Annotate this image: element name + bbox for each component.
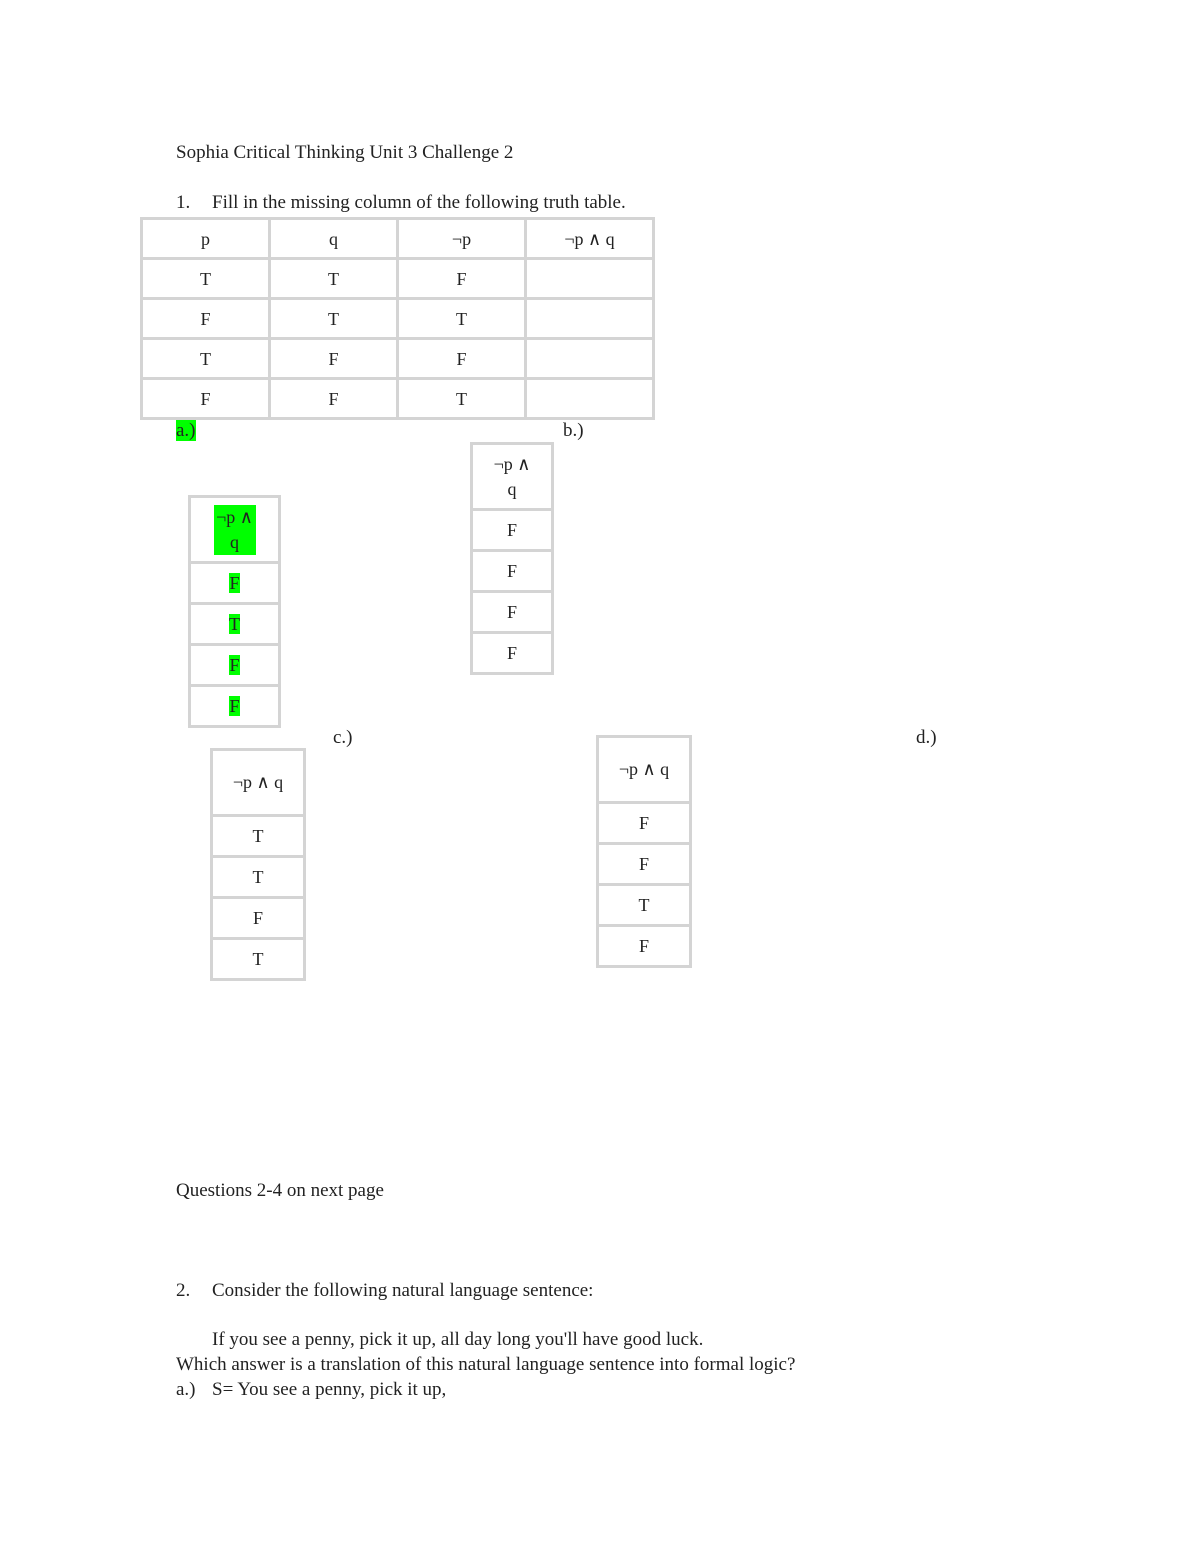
option-a-cell [190, 604, 280, 645]
table-cell: F [142, 299, 270, 339]
option-a-value: F [229, 573, 240, 593]
header-cell: ¬p [398, 219, 526, 259]
table-cell: T [142, 259, 270, 299]
option-d-cell: F [598, 844, 691, 885]
table-row [142, 259, 654, 299]
option-d-cell: F [598, 803, 691, 844]
option-c-label[interactable]: c.) [333, 727, 353, 748]
page-title: Sophia Critical Thinking Unit 3 Challenge 2 [176, 142, 514, 163]
q2-number: 2. [176, 1280, 191, 1301]
option-a-cell [190, 686, 280, 727]
option-a-label[interactable] [176, 420, 196, 442]
table-cell: T [270, 259, 398, 299]
option-b-label[interactable]: b.) [563, 420, 584, 441]
option-c-cell: T [212, 857, 305, 898]
table-cell: T [142, 339, 270, 379]
table-cell-empty [526, 299, 654, 339]
option-a-value: T [229, 614, 240, 634]
option-a-value: F [229, 696, 240, 716]
q1-number: 1. [176, 192, 191, 213]
option-d-cell: F [598, 926, 691, 967]
option-a-header [190, 497, 280, 563]
table-header-row [142, 219, 654, 259]
header-cell: p [142, 219, 270, 259]
option-a-value: F [229, 655, 240, 675]
header-cell: ¬p ∧ q [526, 219, 654, 259]
option-a-label-text: a.) [176, 420, 196, 441]
q2-question: Which answer is a translation of this natural language sentence into formal logic? [176, 1354, 796, 1375]
table-cell: T [398, 379, 526, 419]
option-a-header-text: ¬p ∧ q [214, 505, 256, 555]
option-c-cell: T [212, 939, 305, 980]
table-cell-empty [526, 339, 654, 379]
q2-sentence: If you see a penny, pick it up, all day long you'll have good luck. [212, 1329, 704, 1350]
option-d-table[interactable] [596, 735, 692, 968]
option-c-table[interactable] [210, 748, 306, 981]
table-cell: T [398, 299, 526, 339]
truth-table [140, 217, 655, 420]
option-b-table[interactable] [470, 442, 554, 675]
next-page-note: Questions 2-4 on next page [176, 1180, 384, 1201]
option-a-table[interactable] [188, 495, 281, 728]
option-d-cell: T [598, 885, 691, 926]
table-cell-empty [526, 379, 654, 419]
table-row [142, 299, 654, 339]
option-d-header [598, 737, 691, 803]
option-c-cell: F [212, 898, 305, 939]
option-c-header-text: ¬p ∧ q [232, 772, 284, 792]
option-b-header [472, 444, 553, 510]
option-b-cell: F [472, 633, 553, 674]
option-b-header-text: ¬p ∧ q [493, 453, 531, 499]
table-cell: F [270, 379, 398, 419]
table-row [142, 339, 654, 379]
header-cell: q [270, 219, 398, 259]
option-a-cell [190, 645, 280, 686]
option-d-label[interactable]: d.) [916, 727, 937, 748]
table-cell: F [270, 339, 398, 379]
q2-option-a-label[interactable]: a.) [176, 1379, 196, 1400]
table-cell-empty [526, 259, 654, 299]
option-d-header-text: ¬p ∧ q [618, 759, 670, 779]
option-b-cell: F [472, 510, 553, 551]
q2-prompt: Consider the following natural language sentence: [212, 1280, 594, 1301]
table-cell: F [142, 379, 270, 419]
table-cell: F [398, 339, 526, 379]
option-b-cell: F [472, 551, 553, 592]
table-row [142, 379, 654, 419]
q1-prompt: Fill in the missing column of the following truth table. [212, 192, 626, 213]
table-cell: T [270, 299, 398, 339]
option-a-cell [190, 563, 280, 604]
table-cell: F [398, 259, 526, 299]
option-b-cell: F [472, 592, 553, 633]
option-c-cell: T [212, 816, 305, 857]
q2-option-a-text[interactable]: S= You see a penny, pick it up, [212, 1379, 447, 1400]
option-c-header [212, 750, 305, 816]
